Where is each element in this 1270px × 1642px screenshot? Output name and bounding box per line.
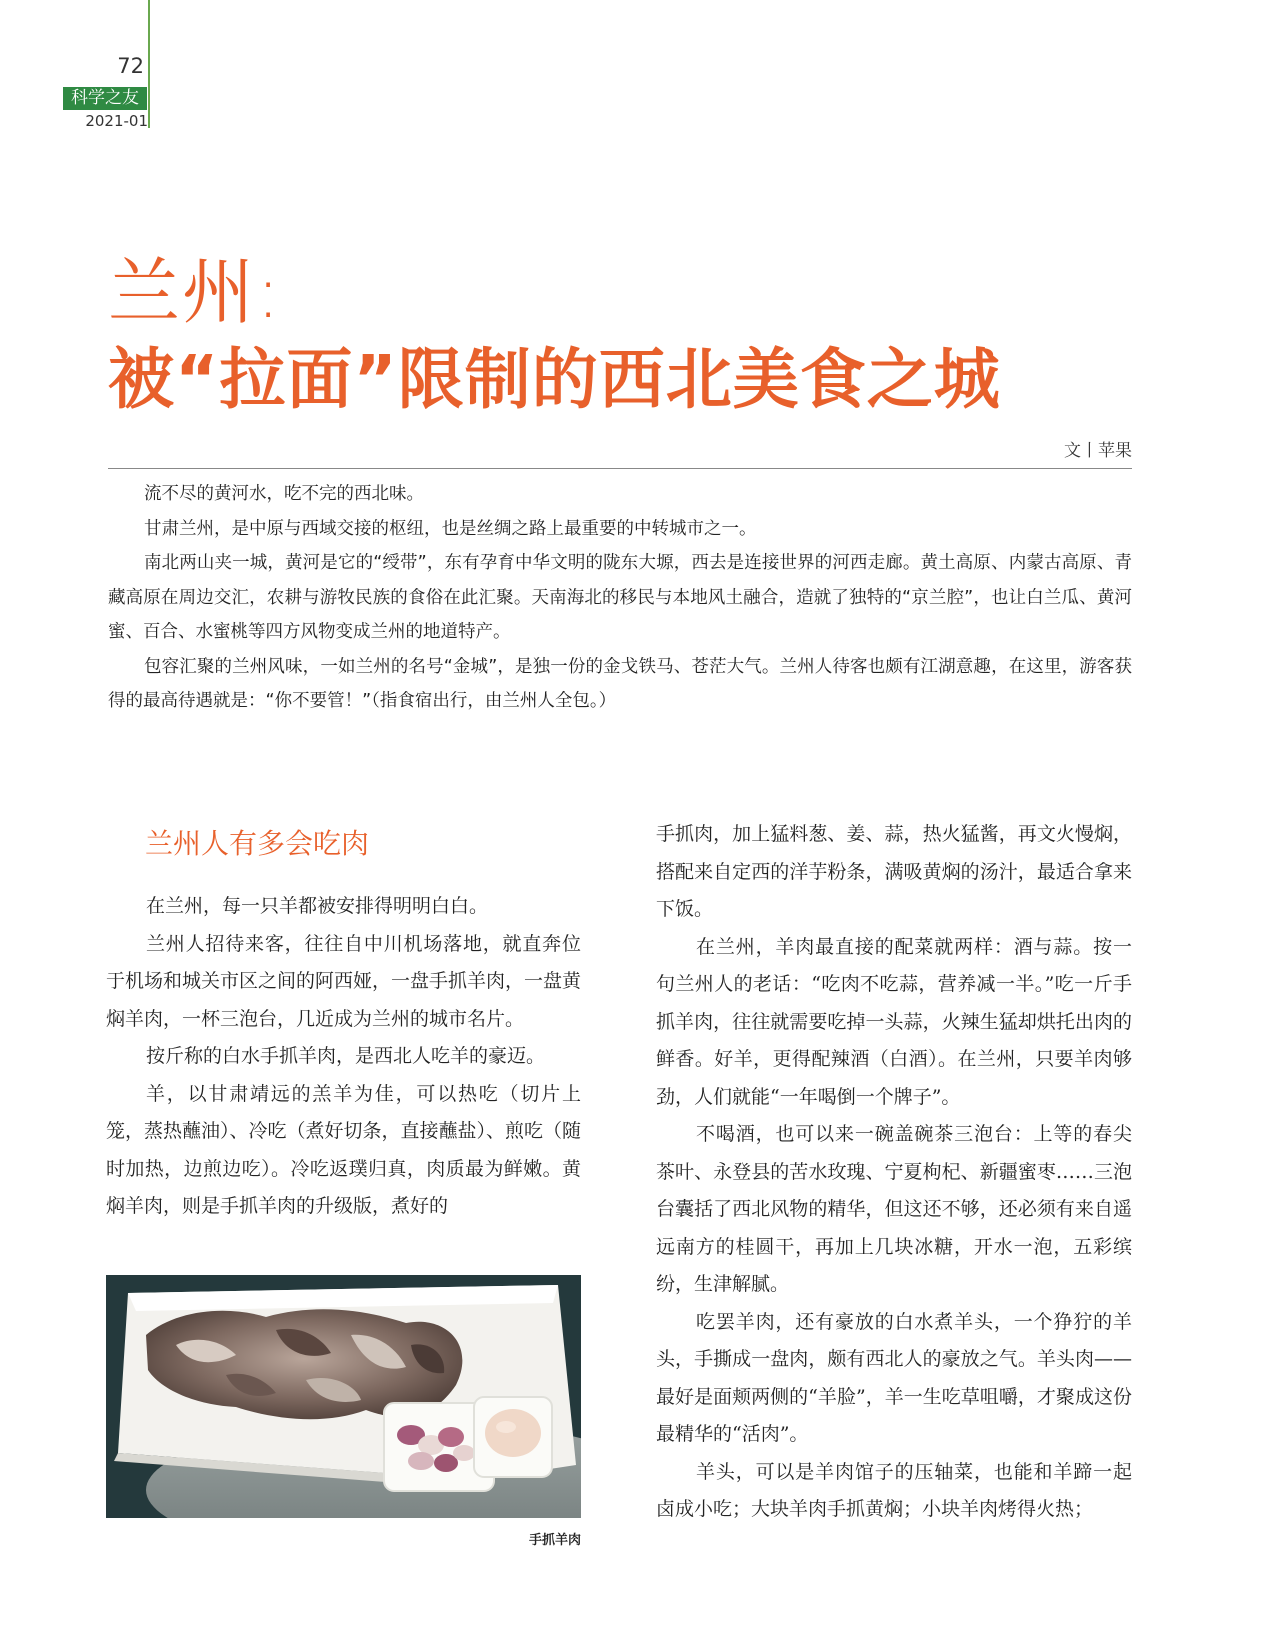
- body-paragraph: 羊，以甘肃靖远的羔羊为佳，可以热吃（切片上笼，蒸热蘸油）、冷吃（煮好切条，直接蘸盐）、煎吃（随时加热，边煎边吃）。冷吃返璞归真，肉质最为鲜嫩。黄焖羊肉，则是手抓羊肉的升级版，煮好的: [106, 1082, 582, 1217]
- body-paragraph: 按斤称的白水手抓羊肉，是西北人吃羊的豪迈。: [146, 1045, 546, 1067]
- body-paragraph: 手抓肉，加上猛料葱、姜、蒜，热火猛酱，再文火慢焖，搭配来自定西的洋芋粉条，满吸黄焖的汤汁，最适合拿来下饭。: [656, 823, 1132, 920]
- body-paragraph: 不喝酒，也可以来一碗盖碗茶三泡台：上等的春尖茶叶、永登县的苦水玫瑰、宁夏枸杞、新疆蜜枣……三泡台囊括了西北风物的精华，但这还不够，还必须有来自遥远南方的桂圆干，再加上几块冰糖，开水一泡，五彩缤纷，生津解腻。: [656, 1123, 1132, 1295]
- intro-paragraph: 流不尽的黄河水，吃不完的西北味。: [144, 484, 424, 504]
- issue-date: 2021-01: [85, 112, 148, 130]
- left-column: [106, 888, 581, 1226]
- article-title-line2: 被“拉面”限制的西北美食之城: [108, 341, 1001, 418]
- body-paragraph: 吃罢羊肉，还有豪放的白水煮羊头，一个狰狞的羊头，手撕成一盘肉，颇有西北人的豪放之气。羊头肉——最好是面颊两侧的“羊脸”，羊一生吃草咀嚼，才聚成这份最精华的“活肉”。: [656, 1310, 1132, 1445]
- body-paragraph: 在兰州，每一只羊都被安排得明明白白。: [146, 895, 489, 917]
- byline: 文丨苹果: [1064, 441, 1132, 461]
- intro-paragraph: 甘肃兰州，是中原与西域交接的枢纽，也是丝绸之路上最重要的中转城市之一。: [144, 518, 757, 539]
- page-number: 72: [117, 54, 144, 78]
- intro-block: [108, 477, 1132, 719]
- body-paragraph: 在兰州，羊肉最直接的配菜就两样：酒与蒜。按一句兰州人的老话：“吃肉不吃蒜，营养减一半。”吃一斤手抓羊肉，往往就需要吃掉一头蒜，火辣生猛却烘托出肉的鲜香。好羊，更得配辣酒（白酒）。在兰州，只要羊肉够劲，人们就能“一年喝倒一个牌子”。: [656, 935, 1132, 1108]
- magazine-name-badge: 科学之友: [63, 87, 147, 110]
- header-rule: [148, 0, 150, 128]
- body-paragraph: 兰州人招待来客，往往自中川机场落地，就直奔位于机场和城关市区之间的阿西娅，一盘手抓羊肉，一盘黄焖羊肉，一杯三泡台，几近成为兰州的城市名片。: [106, 932, 582, 1030]
- article-title-line1: 兰州:: [108, 250, 283, 334]
- intro-paragraph: 包容汇聚的兰州风味，一如兰州的名号“金城”，是独一份的金戈铁马、苍茫大气。兰州人待客也颇有江湖意趣，在这里，游客获得的最高待遇就是：“你不要管！”（指食宿出行，由兰州人全包。）: [108, 656, 1132, 711]
- right-column: [656, 816, 1132, 1529]
- lamb-dish-illustration: [106, 1275, 581, 1518]
- lamb-dish-photo: [106, 1275, 581, 1518]
- photo-caption: 手抓羊肉: [528, 1533, 581, 1548]
- title-divider: [108, 468, 1132, 469]
- intro-paragraph: 南北两山夹一城，黄河是它的“绶带”，东有孕育中华文明的陇东大塬，西去是连接世界的河西走廊。黄土高原、内蒙古高原、青藏高原在周边交汇，农耕与游牧民族的食俗在此汇聚。天南海北的移民与本地风土融合，造就了独特的“京兰腔”，也让白兰瓜、黄河蜜、百合、水蜜桃等四方风物变成兰州的地道特产。: [108, 553, 1132, 642]
- section-title: 兰州人有多会吃肉: [145, 827, 370, 860]
- body-paragraph: 羊头，可以是羊肉馆子的压轴菜，也能和羊蹄一起卤成小吃；大块羊肉手抓黄焖；小块羊肉烤得火热；: [656, 1460, 1132, 1520]
